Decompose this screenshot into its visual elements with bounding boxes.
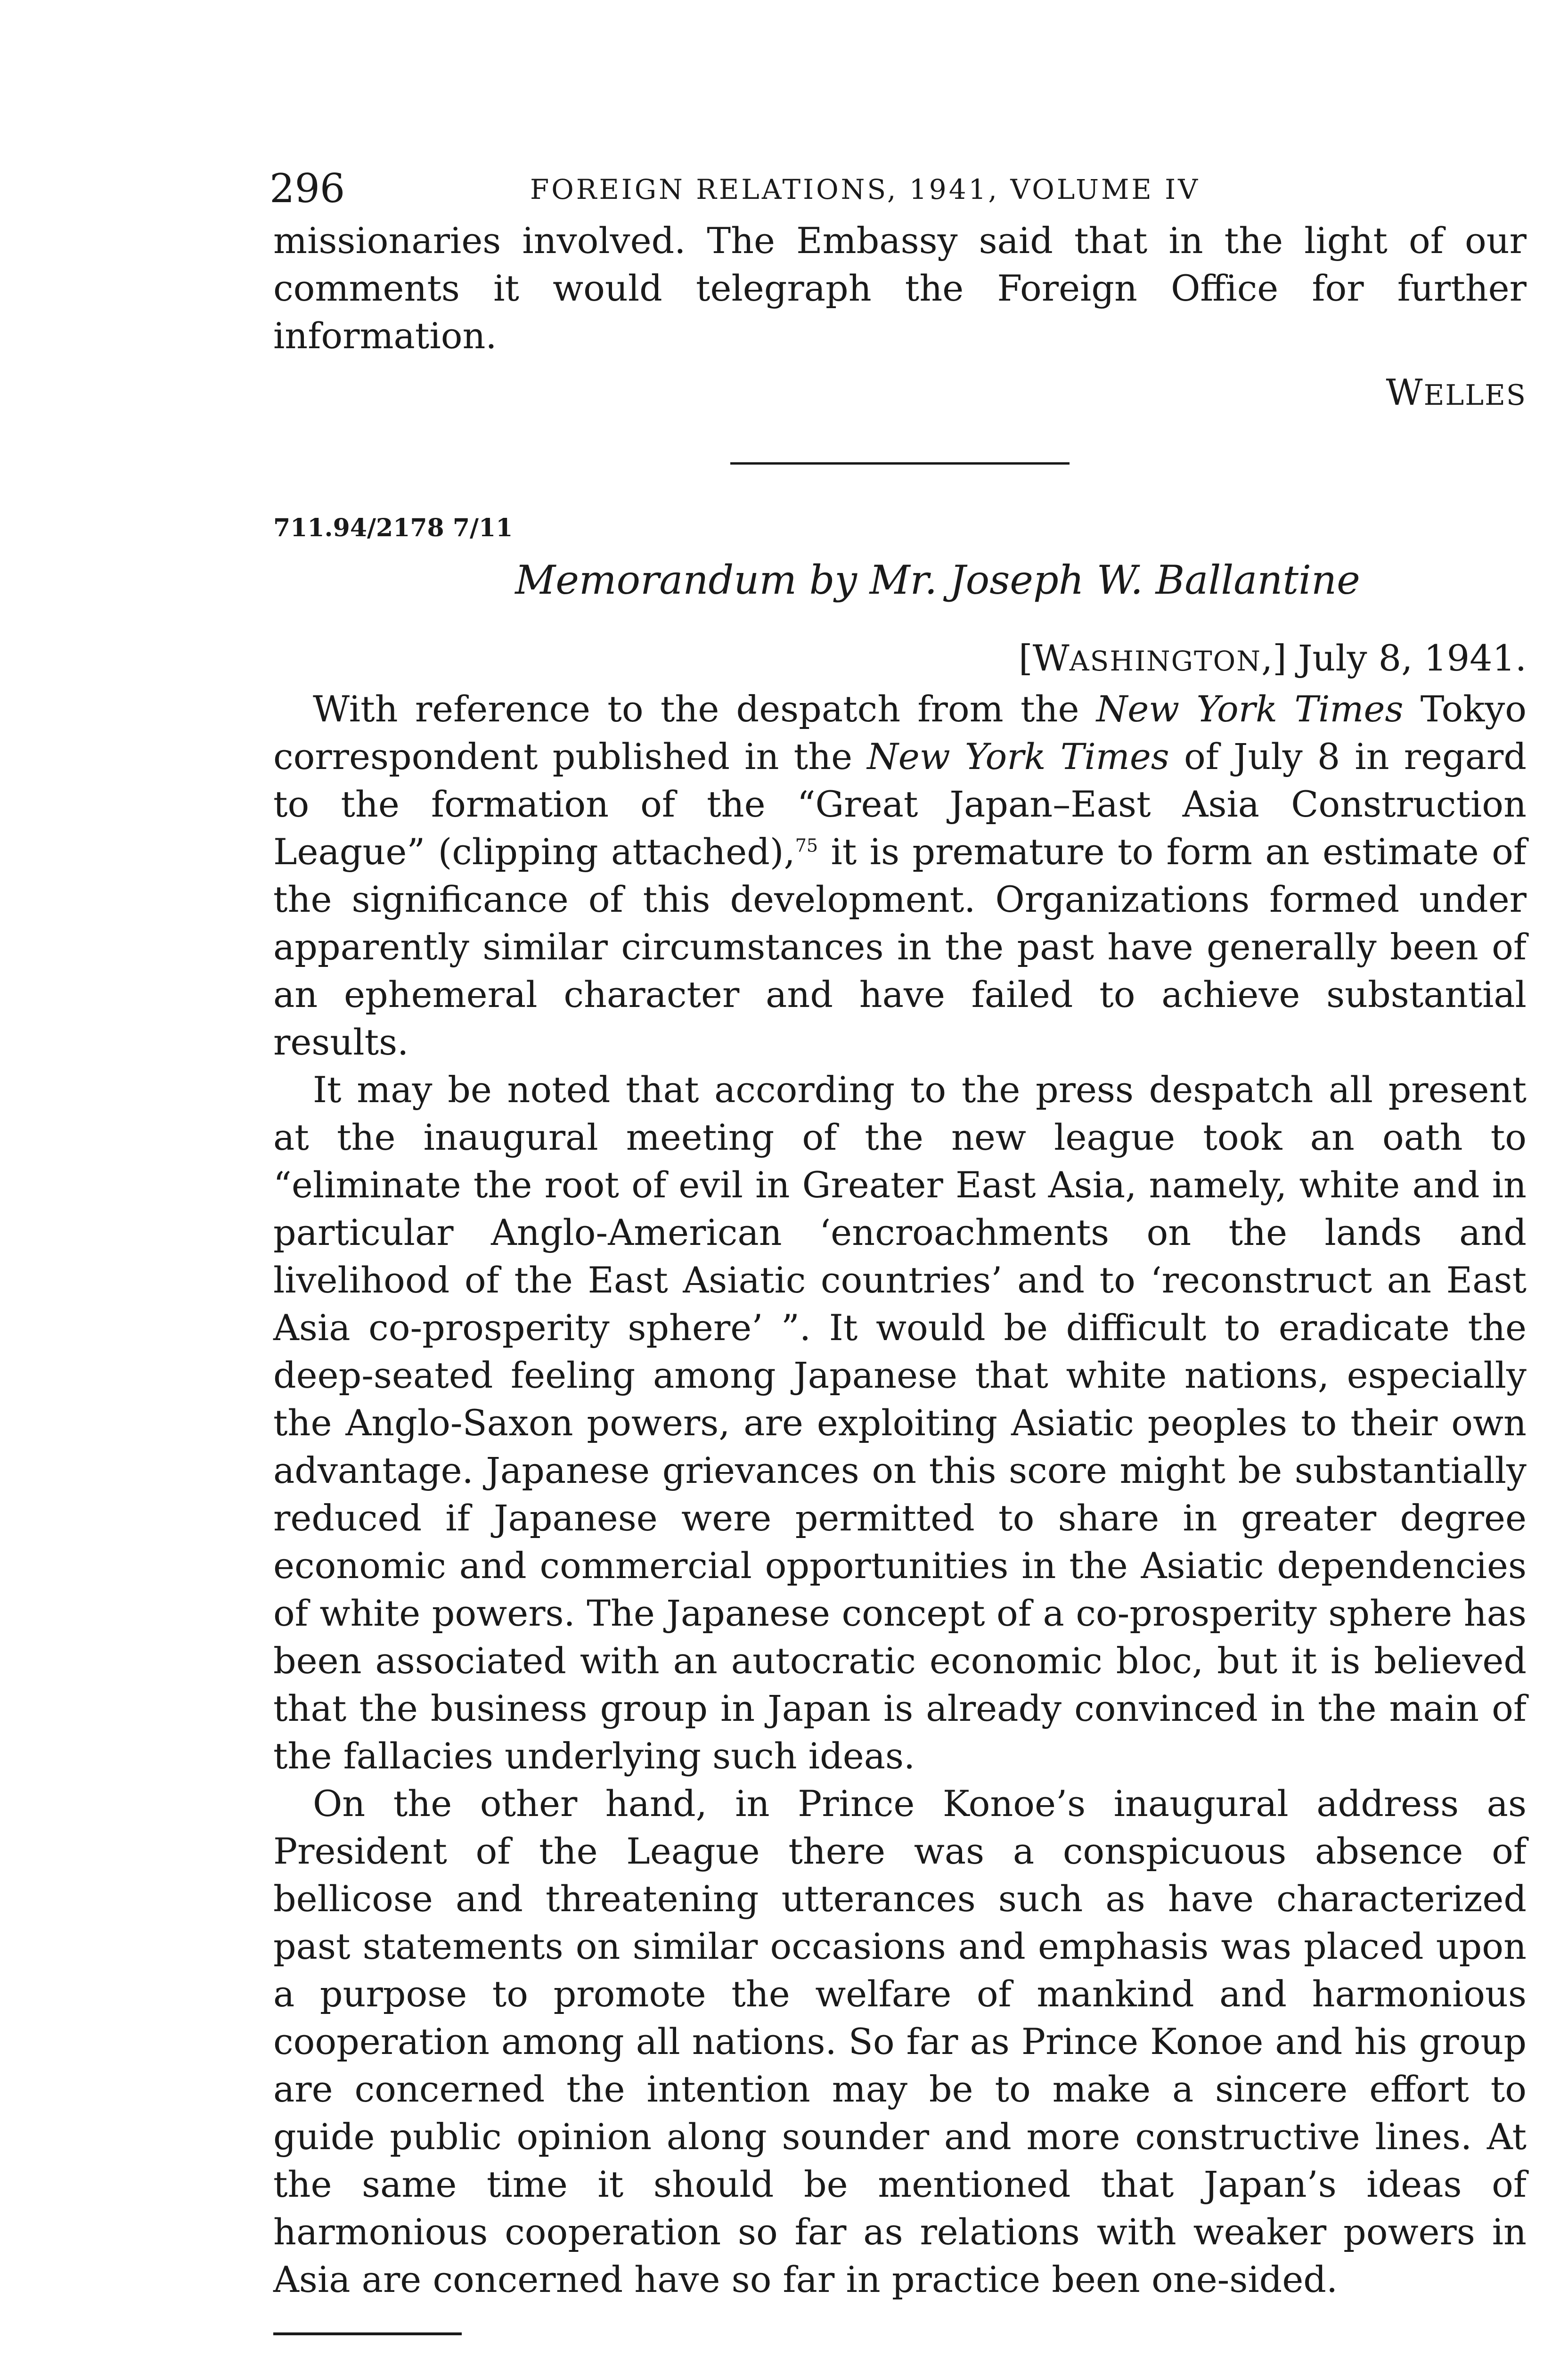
dateline-place-open: [W: [1019, 637, 1070, 679]
dateline-place-smallcaps: ASHINGTON: [1069, 645, 1261, 677]
paragraph-1: [273, 685, 1527, 1066]
p1-newspaper-1: New York Times: [1096, 688, 1404, 730]
signature-smallcaps: ELLES: [1423, 379, 1527, 412]
dateline-place-close: ,]: [1261, 637, 1287, 679]
p1-newspaper-2: New York Times: [867, 736, 1169, 777]
signature: [273, 373, 1527, 415]
p1-text-2: Tokyo correspondent published in the: [273, 688, 1527, 777]
dateline: [273, 634, 1527, 685]
footnote-reference: 75: [795, 835, 818, 856]
document-page: [270, 165, 1527, 2356]
dateline-date: July 8, 1941.: [1298, 637, 1527, 679]
file-number: 711.94/2178 7/11: [273, 514, 513, 542]
paragraph-2: It may be noted that according to the press despatch all present at the inaugural meeting of the new league took an oath to “eliminate the root of evil in Greater East Asia, namely, white and in particular Anglo-American ‘encroachments on the lands and livelihood of the East Asiatic countries’ and to ‘reconstruct an East Asia co-prosperity sphere’ ”. It would be difficult to eradicate the deep-seated feeling among Japanese that white nations, especially the Anglo-Saxon powers, are exploiting Asiatic peoples to their own advantage. Japanese grievances on this score might be substantially reduced if Japanese were permitted to share in greater degree economic and commercial opportunities in the Asiatic dependencies of white powers. The Japanese concept of a co-prosperity sphere has been associated with an autocratic economic bloc, but it is believed that the business group in Japan is already convinced in the main of the fallacies underlying such ideas.: [273, 1069, 1527, 1777]
page-number: 296: [270, 165, 345, 212]
running-title: FOREIGN RELATIONS, 1941, VOLUME IV: [530, 173, 1200, 205]
running-header: [270, 165, 1527, 217]
p1-text-3: of July 8 in regard to the formation of the “Great Japan–East Asia Construction League” (clipping attached),: [273, 736, 1527, 873]
document-heading: Memorandum by Mr. Joseph W. Ballantine: [515, 557, 1360, 603]
paragraph-3: On the other hand, in Prince Konoe’s inaugural address as President of the League there was a conspicuous absence of bellicose and threatening utterances such as have characterized past statements on similar occasions and emphasis was placed upon a purpose to promote the welfare of mankind and harmonious cooperation among all nations. So far as Prince Konoe and his group are concerned the intention may be to make a sincere effort to guide public opinion along sounder and more constructive lines. At the same time it should be mentioned that Japan’s ideas of harmonious cooperation so far as relations with weaker powers in Asia are concerned have so far in practice been one-sided.: [273, 1783, 1527, 2300]
signature-initial: W: [1386, 371, 1424, 413]
footnote-rule: [273, 2332, 462, 2335]
prev-document-continuation: missionaries involved. The Embassy said that in the light of our comments it would telegraph the Foreign Office for further information.: [273, 220, 1527, 357]
p1-text-1: With reference to the despatch from the: [313, 688, 1096, 730]
section-divider: [730, 462, 1070, 465]
p1-text-4: it is premature to form an estimate of the significance of this development. Organizations formed under apparently similar circumstances in the past have generally been of an ephemeral character and have failed to achieve substantial results.: [273, 831, 1527, 1063]
